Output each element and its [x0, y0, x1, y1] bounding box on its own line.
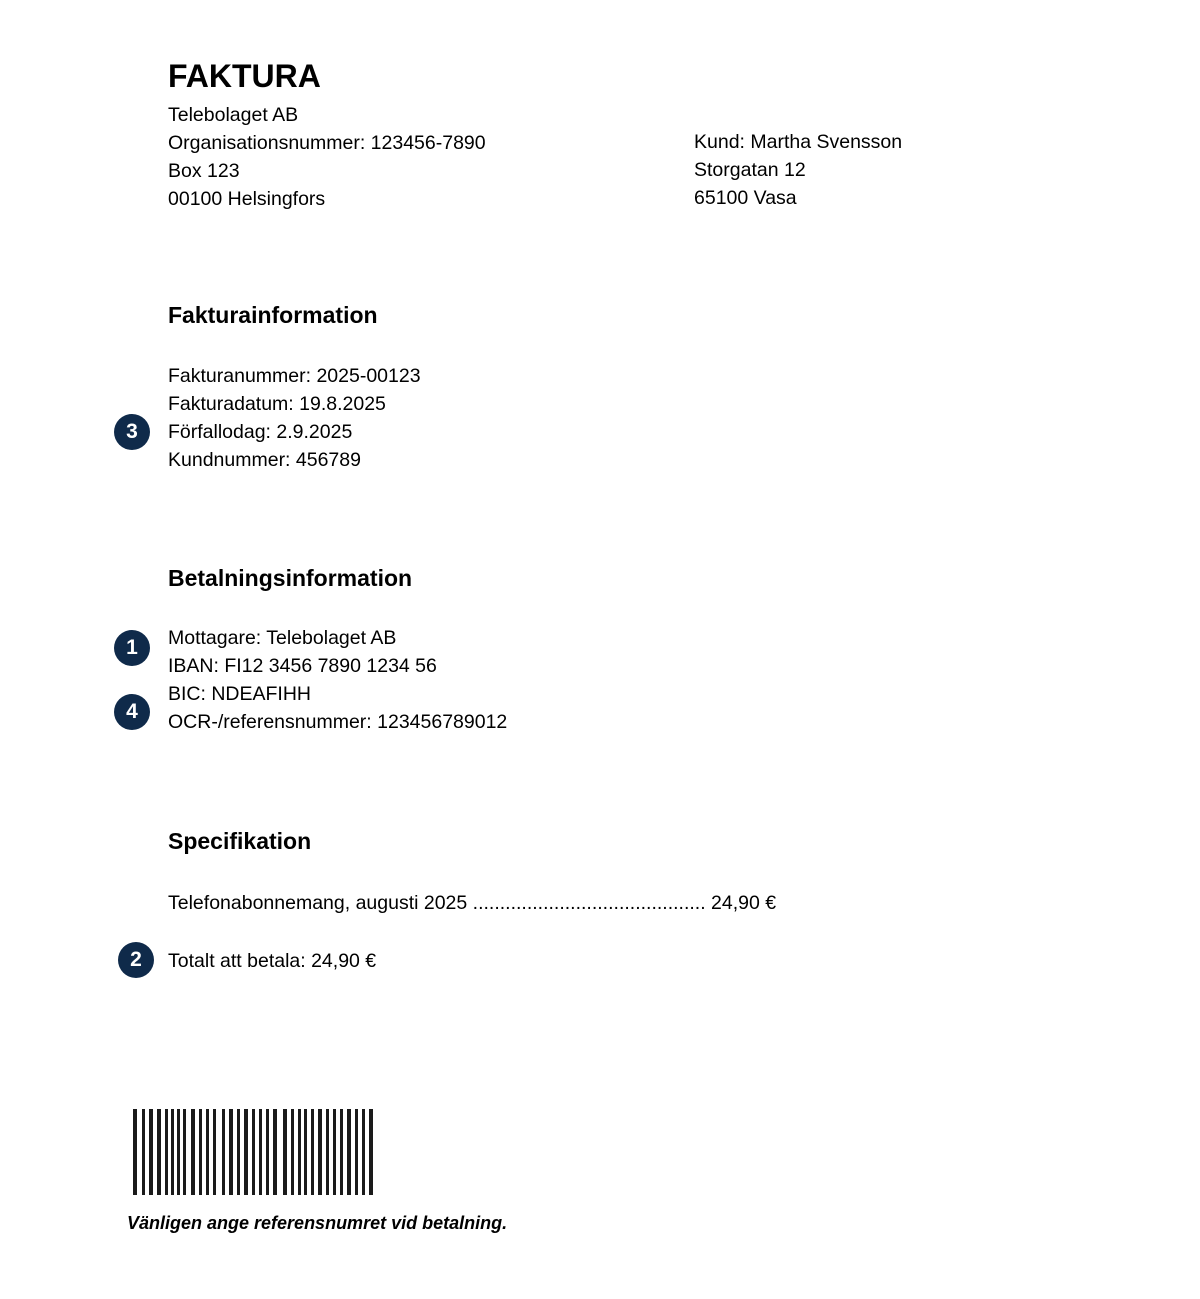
badge-4: 4 — [114, 694, 150, 730]
customer-name: Kund: Martha Svensson — [694, 131, 903, 153]
payment-iban: IBAN: FI12 3456 7890 1234 56 — [168, 655, 437, 677]
specification-heading: Specifikation — [168, 828, 312, 854]
payment-reference-note: Vänligen ange referensnumret vid betalning. — [127, 1213, 508, 1233]
customer-postal: 65100 Vasa — [694, 187, 797, 209]
sender-name: Telebolaget AB — [168, 104, 299, 126]
sender-org-number: Organisationsnummer: 123456-7890 — [168, 132, 486, 154]
invoice-info-heading: Fakturainformation — [168, 302, 378, 328]
payment-bic: BIC: NDEAFIHH — [168, 683, 312, 705]
invoice-number: Fakturanummer: 2025-00123 — [168, 365, 421, 387]
payment-info-block — [168, 624, 507, 736]
payment-recipient: Mottagare: Telebolaget AB — [168, 627, 397, 649]
sender-postal: 00100 Helsingfors — [168, 188, 326, 210]
payment-info-heading: Betalningsinformation — [168, 565, 413, 591]
sender-address — [168, 101, 486, 213]
invoice-info-block — [168, 362, 421, 474]
due-date: Förfallodag: 2.9.2025 — [168, 421, 353, 443]
customer-street: Storgatan 12 — [694, 159, 806, 181]
invoice-date: Fakturadatum: 19.8.2025 — [168, 393, 386, 415]
payment-ocr: OCR-/referensnummer: 123456789012 — [168, 711, 508, 733]
badge-1: 1 — [114, 630, 150, 666]
sender-box: Box 123 — [168, 160, 240, 182]
specification-line-item: Telefonabonnemang, augusti 2025 ........................................... 24,90 € — [168, 892, 777, 914]
badge-2: 2 — [118, 942, 154, 978]
badge-3: 3 — [114, 414, 150, 450]
total-amount: Totalt att betala: 24,90 € — [168, 950, 377, 972]
customer-number: Kundnummer: 456789 — [168, 449, 361, 471]
customer-address — [694, 128, 902, 212]
invoice-title: FAKTURA — [168, 58, 321, 94]
barcode — [133, 1109, 375, 1195]
